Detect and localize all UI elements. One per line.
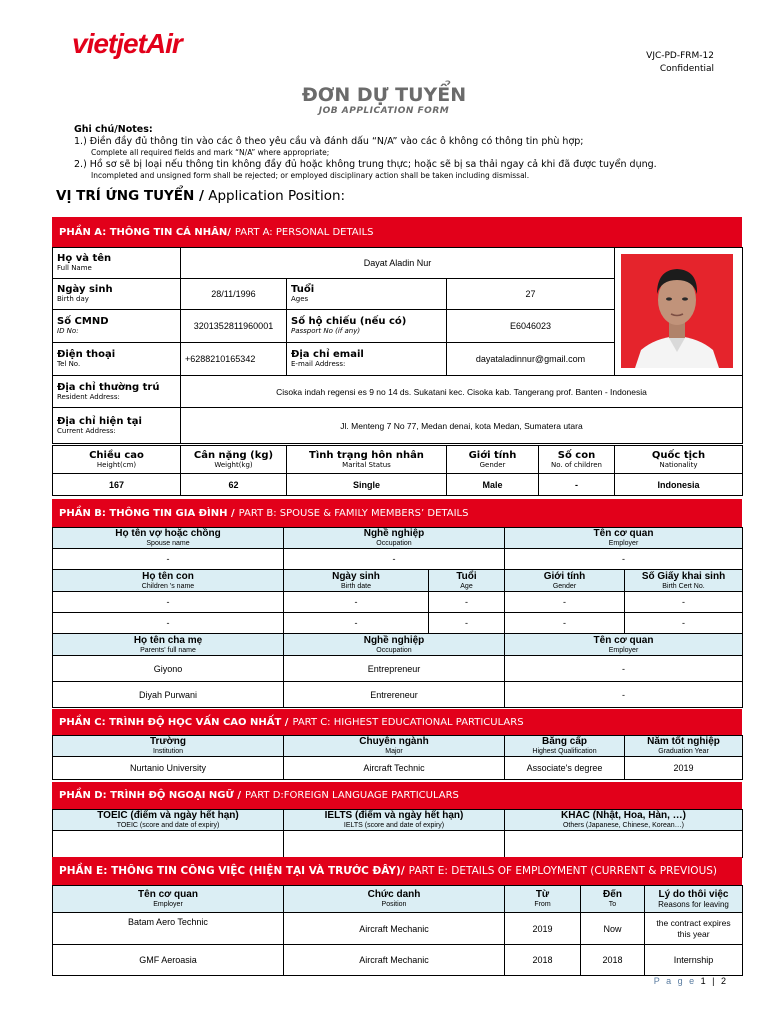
note-2: 2.) Hồ sơ sẽ bị loại nếu thông tin không đầy đủ hoặc không trung thực; hoặc sẽ bị sa thải ngay cả khi đã được tuyển dụng. (74, 158, 657, 170)
child-1-name[interactable]: - (53, 592, 284, 613)
qualification-value[interactable]: Associate's degree (505, 757, 625, 780)
marital-value[interactable]: Single (287, 474, 447, 496)
form-subtitle: JOB APPLICATION FORM (318, 106, 450, 116)
application-position (56, 188, 345, 204)
major-value[interactable]: Aircraft Technic (284, 757, 505, 780)
personal-stats-table (52, 445, 743, 496)
table-row (53, 613, 743, 634)
employment-1-from[interactable]: 2019 (505, 913, 581, 945)
spouse-employer-value[interactable]: - (505, 549, 743, 570)
child-gender-header: Giới tính Gender (505, 570, 625, 592)
ielts-value[interactable] (284, 831, 505, 858)
form-title: ĐƠN DỰ TUYỂN (301, 84, 467, 106)
weight-value[interactable]: 62 (181, 474, 287, 496)
page-footer (654, 976, 728, 986)
language-table (52, 809, 743, 858)
note-2-en: Incompleted and unsigned form shall be rejected; or employed disciplinary action shall be taken including dismissal. (91, 171, 530, 180)
position-label-vi: VỊ TRÍ ỨNG TUYỂN / (56, 188, 204, 204)
table-row (53, 682, 743, 708)
table-row (53, 656, 743, 682)
employment-2-position[interactable]: Aircraft Mechanic (284, 945, 505, 976)
spouse-occupation-header: Nghề nghiệp Occupation (284, 528, 505, 549)
part-c-title-en: PART C: HIGHEST EDUCATIONAL PARTICULARS (292, 716, 524, 728)
height-label: Chiều cao Height(cm) (53, 446, 181, 474)
table-row (53, 913, 743, 945)
parents-table (52, 633, 743, 708)
child-2-cert[interactable]: - (625, 613, 743, 634)
graduation-year-value[interactable]: 2019 (625, 757, 743, 780)
children-label: Số con No. of children (539, 446, 615, 474)
qualification-header: Bằng cấp Highest Qualification (505, 736, 625, 757)
part-d-header (52, 782, 742, 809)
part-a-title-en: PART A: PERSONAL DETAILS (234, 226, 374, 238)
note-1-en: Complete all required fields and mark “N/A” where appropriate; (91, 148, 330, 157)
email-label: Địa chỉ email E-mail Address: (287, 343, 447, 376)
age-label: Tuổi Ages (287, 279, 447, 310)
child-2-birthdate[interactable]: - (284, 613, 429, 634)
gender-value[interactable]: Male (447, 474, 539, 496)
reason-header: Lý do thôi việc Reasons for leaving (645, 886, 743, 913)
other-language-header: KHÁC (Nhật, Hoa, Hàn, …) Others (Japanese, Chinese, Korean…) (505, 810, 743, 831)
child-birthdate-header: Ngày sinh Birth date (284, 570, 429, 592)
table-row (53, 592, 743, 613)
age-value[interactable]: 27 (447, 279, 615, 310)
employment-2-reason[interactable]: Internship (645, 945, 743, 976)
child-2-gender[interactable]: - (505, 613, 625, 634)
gender-label: Giới tính Gender (447, 446, 539, 474)
spouse-name-value[interactable]: - (53, 549, 284, 570)
child-1-birthdate[interactable]: - (284, 592, 429, 613)
resident-address-value[interactable]: Cisoka indah regensi es 9 no 14 ds. Sukatani kec. Cisoka kab. Tangerang prof. Banten - Indonesia (181, 376, 743, 408)
parent-2-name[interactable]: Diyah Purwani (53, 682, 284, 708)
id-value[interactable]: 3201352811960001 (181, 310, 287, 343)
children-value[interactable]: - (539, 474, 615, 496)
passport-label: Số hộ chiếu (nếu có) Passport No (if any) (287, 310, 447, 343)
child-name-header: Họ tên con Children ’s name (53, 570, 284, 592)
weight-label: Cân nặng (kg) Weight(kg) (181, 446, 287, 474)
height-value[interactable]: 167 (53, 474, 181, 496)
employment-1-reason[interactable]: the contract expires this year (645, 913, 743, 945)
page-label: P a g e (653, 976, 697, 986)
email-value[interactable]: dayataladinnur@gmail.com (447, 343, 615, 376)
parent-1-name[interactable]: Giyono (53, 656, 284, 682)
resident-address-label: Địa chỉ thường trú Resident Address: (53, 376, 181, 408)
doc-code: VJC-PD-FRM-12 (646, 51, 714, 61)
page-number: 1 | 2 (700, 976, 728, 986)
vietjet-logo: vietjetAir (72, 28, 182, 59)
position-header: Chức danh Position (284, 886, 505, 913)
major-header: Chuyên ngành Major (284, 736, 505, 757)
part-b-header (52, 499, 742, 527)
to-header: Đến To (581, 886, 645, 913)
parent-1-occupation[interactable]: Entrepreneur (284, 656, 505, 682)
position-label-en: Application Position: (203, 188, 346, 204)
employment-1-position[interactable]: Aircraft Mechanic (284, 913, 505, 945)
child-1-gender[interactable]: - (505, 592, 625, 613)
confidential-label: Confidential (659, 64, 714, 74)
parent-2-employer[interactable]: - (505, 682, 743, 708)
child-cert-header: Số Giấy khai sinh Birth Cert No. (625, 570, 743, 592)
children-table (52, 569, 743, 634)
employment-table (52, 885, 743, 976)
part-d-title-en: PART D:FOREIGN LANGUAGE PARTICULARS (244, 790, 459, 801)
full-name-value[interactable]: Dayat Aladin Nur (181, 248, 615, 279)
employment-2-to[interactable]: 2018 (581, 945, 645, 976)
table-row (53, 831, 743, 858)
other-language-value[interactable] (505, 831, 743, 858)
parent-occupation-header: Nghề nghiệp Occupation (284, 634, 505, 656)
part-b-title-en: PART B: SPOUSE & FAMILY MEMBERS’ DETAILS (238, 507, 469, 519)
child-2-age[interactable]: - (429, 613, 505, 634)
part-e-header (52, 857, 742, 885)
spouse-table (52, 527, 743, 570)
part-d-title-vi: PHẦN D: TRÌNH ĐỘ NGOẠI NGỮ / (59, 790, 241, 801)
education-table (52, 735, 743, 780)
institution-value[interactable]: Nurtanio University (53, 757, 284, 780)
parent-1-employer[interactable]: - (505, 656, 743, 682)
part-a-title-vi: PHẦN A: THÔNG TIN CÁ NHÂN/ (59, 226, 231, 238)
institution-header: Trường Institution (53, 736, 284, 757)
toeic-value[interactable] (53, 831, 284, 858)
parent-employer-header: Tên cơ quan Employer (505, 634, 743, 656)
child-1-age[interactable]: - (429, 592, 505, 613)
part-c-title-vi: PHẦN C: TRÌNH ĐỘ HỌC VẤN CAO NHẤT / (59, 716, 289, 728)
employment-1-employer[interactable]: Batam Aero Technic (53, 913, 284, 945)
part-b-title-vi: PHẦN B: THÔNG TIN GIA ĐÌNH / (59, 507, 235, 519)
current-address-label: Địa chỉ hiện tại Current Address: (53, 408, 181, 444)
part-a-header (52, 217, 742, 247)
spouse-name-header: Họ tên vợ hoặc chồng Spouse name (53, 528, 284, 549)
employer-header: Tên cơ quan Employer (53, 886, 284, 913)
notes (74, 124, 657, 182)
notes-heading: Ghi chú/Notes: (74, 124, 153, 135)
marital-label: Tình trạng hôn nhân Marital Status (287, 446, 447, 474)
tel-value[interactable]: +6288210165342 (181, 343, 287, 376)
note-1: 1.) Điền đầy đủ thông tin vào các ô theo yêu cầu và đánh dấu “N/A” vào các ô không có thông tin phù hợp; (74, 135, 584, 147)
parent-2-occupation[interactable]: Entrereneur (284, 682, 505, 708)
toeic-header: TOEIC (điểm và ngày hết hạn) TOEIC (score and date of expiry) (53, 810, 284, 831)
passport-value[interactable]: E6046023 (447, 310, 615, 343)
spouse-occupation-value[interactable]: - (284, 549, 505, 570)
table-row (53, 757, 743, 780)
part-e-title-en: PART E: DETAILS OF EMPLOYMENT (CURRENT & PREVIOUS) (408, 865, 718, 877)
part-c-header (52, 709, 742, 735)
id-label: Số CMND ID No: (53, 310, 181, 343)
employment-2-employer[interactable]: GMF Aeroasia (53, 945, 284, 976)
nationality-value[interactable]: Indonesia (615, 474, 743, 496)
ielts-header: IELTS (điểm và ngày hết hạn) IELTS (score and date of expiry) (284, 810, 505, 831)
from-header: Từ From (505, 886, 581, 913)
document-reference (646, 50, 714, 76)
graduation-year-header: Năm tốt nghiệp Graduation Year (625, 736, 743, 757)
current-address-value[interactable]: Jl. Menteng 7 No 77, Medan denai, kota Medan, Sumatera utara (181, 408, 743, 444)
parent-name-header: Họ tên cha mẹ Parents' full name (53, 634, 284, 656)
employment-2-from[interactable]: 2018 (505, 945, 581, 976)
table-row (53, 945, 743, 976)
child-age-header: Tuổi Age (429, 570, 505, 592)
birth-day-label: Ngày sinh Birth day (53, 279, 181, 310)
employment-1-to[interactable]: Now (581, 913, 645, 945)
applicant-portrait-icon (621, 254, 733, 368)
child-2-name[interactable]: - (53, 613, 284, 634)
tel-label: Điện thoại Tel No. (53, 343, 181, 376)
spouse-employer-header: Tên cơ quan Employer (505, 528, 743, 549)
full-name-label: Họ và tên Full Name (53, 248, 181, 279)
nationality-label: Quốc tịch Nationality (615, 446, 743, 474)
child-1-cert[interactable]: - (625, 592, 743, 613)
part-e-title-vi: PHẦN E: THÔNG TIN CÔNG VIỆC (HIỆN TẠI VÀ TRƯỚC ĐÂY)/ (59, 865, 405, 877)
applicant-photo (621, 254, 733, 368)
birth-day-value[interactable]: 28/11/1996 (181, 279, 287, 310)
